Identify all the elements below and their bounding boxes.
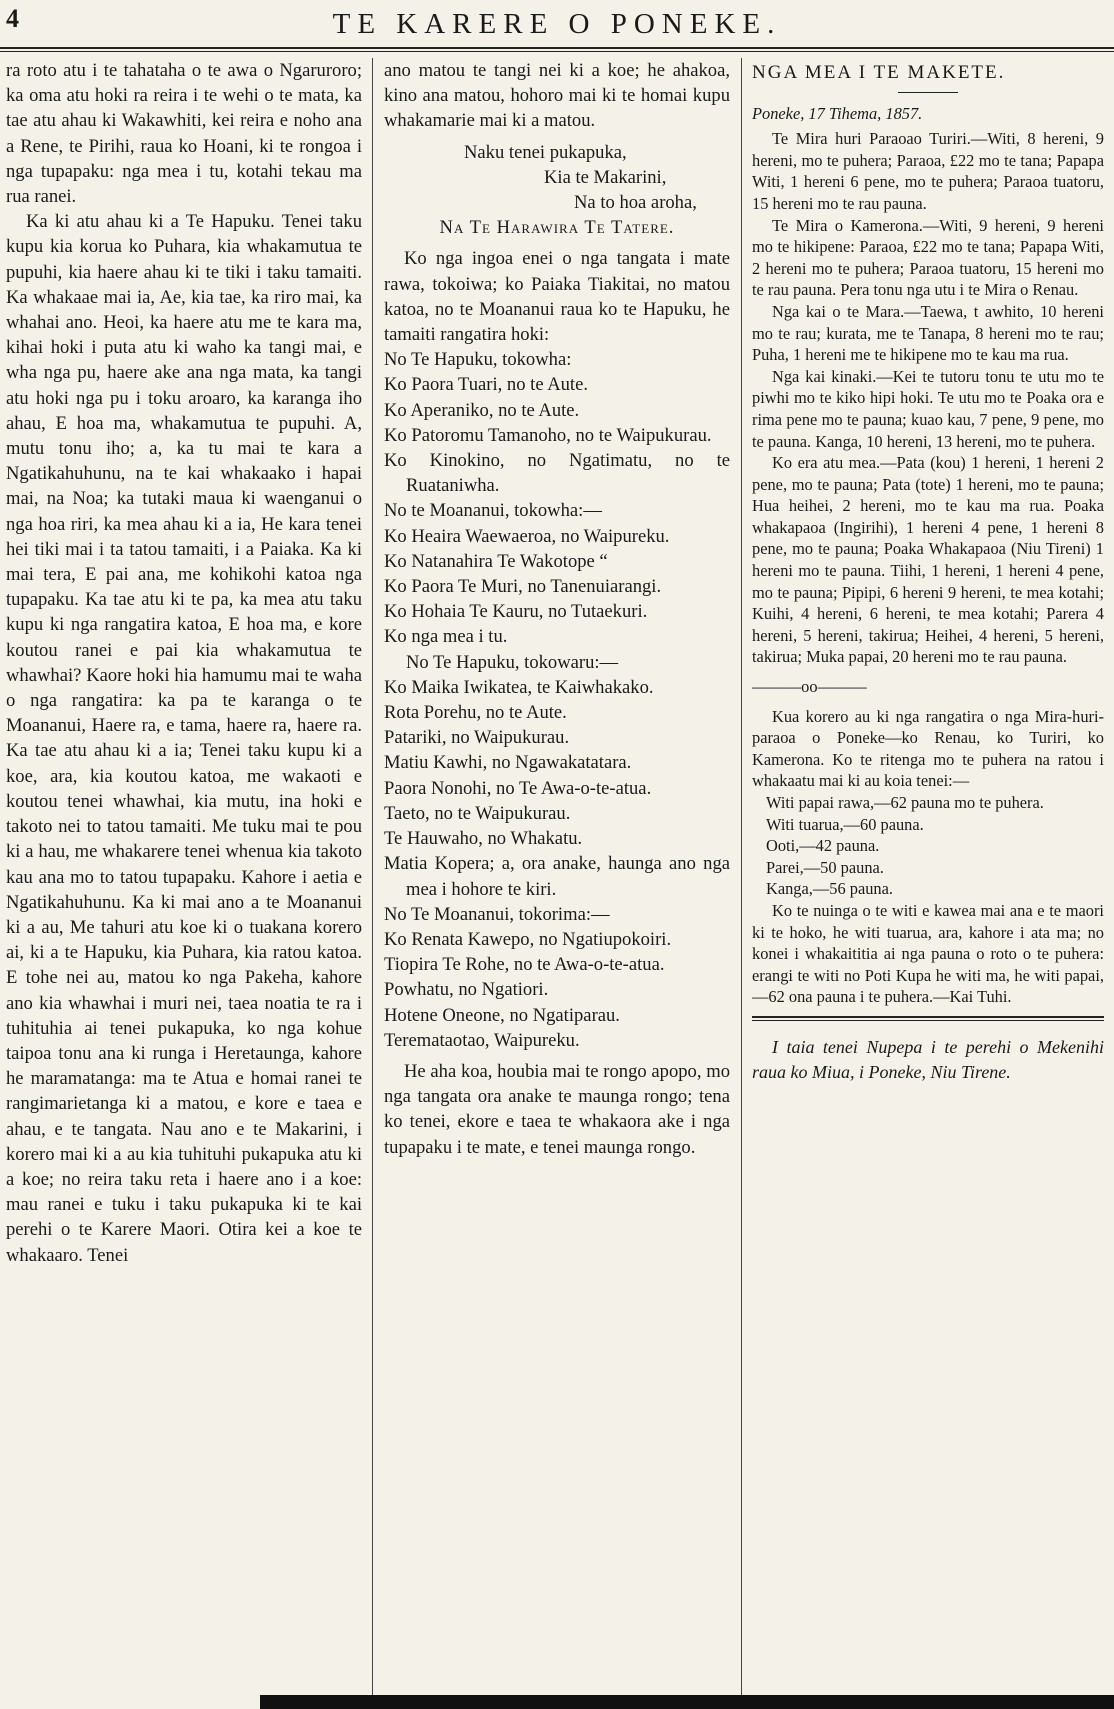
ornament-divider: ———oo——— (752, 677, 867, 697)
dateline: Poneke, 17 Tihema, 1857. (752, 103, 923, 123)
group-heading: Ko nga mea i tu. (384, 626, 508, 648)
divider (752, 1016, 1104, 1021)
market-entry: Te Mira huri Paraoao Turiri.—Witi, 8 hereni, 9 hereni, mo te puhera; Paraoa, £22 mo te tana; Papapa Witi, 1 hereni 6 pene, mo te puhera; Paraoa tuatoru, 15 hereni mo te rau pauna. (752, 129, 1104, 213)
newspaper-title: TE KARERE O PONEKE. (332, 8, 782, 40)
column-2 (384, 58, 730, 1709)
signature-line: Naku tenei pukapuka, (464, 141, 627, 163)
market-entry: Te Mira o Kamerona.—Witi, 9 hereni, 9 hereni mo te hikipene: Paraoa, £22 mo te tana; Papapa Witi, 2 hereni mo te puhera; Paraoa tuatoru, 15 hereni mo te rau pauna. Pera tonu nga utu i te Mira o Renau. (752, 215, 1104, 300)
group-heading: No Te Moananui, tokorima:— (384, 903, 610, 925)
masthead (0, 0, 1114, 48)
list-item: Rota Porehu, no te Aute. (384, 702, 567, 724)
list-item: Matiu Kawhi, no Ngawakatatara. (384, 752, 632, 774)
list-item: Ko Hohaia Te Kauru, no Tutaekuri. (384, 601, 648, 623)
list-item: Ko Paora Tuari, no te Aute. (384, 374, 589, 396)
paragraph: He aha koa, houbia mai te rongo apopo, mo nga tangata ora anake te maunga rongo; tena ko tenei, ekore e taea te whakaora ake i nga tupapaku i te mate, e tenei maunga rongo. (384, 1060, 730, 1158)
list-item: Taeto, no te Waipukurau. (384, 802, 571, 824)
paragraph: Ka ki atu ahau ki a Te Hapuku. Tenei taku kupu kia korua ko Puhara, kia whakamutua te pupuhi, kia haere ahau ki te tiki i taku tamaiti. Ka whakaae mai ia, Ae, kia tae, ka riro mai, ka whahai ano. Heoi, ka haere atu me te kara ma, kihai hoki i puta atu ki waho ka tangi mai, e wha nga pu, haere ake ana nga mata, ka tangi atu hoki nga pu i toku aroaro, ka karanga iho ahau, E hoa ma, whakamutua te pupuhi. A, mutu tonu iho; a, ka tu mai te kara a Ngatikahuhunu, na te kai whakaako i hapai mai, na Noa; ka tutaki maua ki waenganui o nga hoa riri, ka mea ahau ki a ia, He kara tenei hei tiki mai i ta tatou tamaiti, i a Paiaka. Ka ki mai tera, E pai ana, me kohikohi katoa nga tupapaku. Ka tae atu ki te pa, ka mea atu taku kupu ki nga rangatira katoa, E hoa ma, e kore koutou ranei e pai kia whakamutua te whawhai? Kaore hoki hia hamumu mai te waha o nga rangatira: ka pa te karanga o te Moananui, Haere ra, e tama, haere ra, haere ra. Ka tae atu ahau ki a ia; Tenei taku kupu ki a koe, ara, kia koutou katoa, me wakaoti e koutou tenei whawhai, kia mutu, ina hoki e takoto nei to tatou tamaiti. Me tuku mai te pou ki a hau, me whakarere tenei whenua kia takoto kau ana mo to tatou tupapaku. Kahore i aetia e Ngatikahuhunu. Ka ki mai ano a te Moananui ki a au, Me tahuri atu koe ki o tuakana korero ai, ki a te Hapuku, kia Puhara, kia ratou katoa. E tohe nei au, matou ko nga Pakeha, kahore ano kia whawhai i muri nei, taea noatia te ra i tuhituhia ai tenei pukapuka, ko nga kohue taipoa tonu ana ki runga i Heretaunga, kahore he maramatanga: ma te Atua e homai ranei te rangimarietanga ki a matou, e kore e taea e ahau, e te tangata. Nau ano e te Makarini, i korero mai ki a au kia tuhituhi pukapuka atu ki a koe; no reira taku reta i haere ano i a koe: mau ranei e tuku i taku pukapuka ki te kai perehi o te Karere Maori. Otira kei a koe te whakaaro. Tenei (6, 211, 362, 1266)
weight-item: Parei,—50 pauna. (766, 857, 884, 877)
paragraph: ra roto atu i te tahataha o te awa o Ngaruroro; ka oma atu hoki ra reira i te wehi o te mata, ka tae atu ahau ki Wakawhiti, kei reira e noho ana a Rene, te Pirihi, raua ko Hoani, ki te rongoa i nga tupapaku: nga mea i tu, kotahi tekau ma rua ranei. (6, 60, 362, 208)
market-entry: Nga kai kinaki.—Kei te tutoru tonu te utu mo te piwhi mo te kiko hipi hoki. Te utu mo te Poaka ora e rima pene mo te pauna; kuao kau, 7 pene, 9 pene, mo te pauna. Kanga, 10 hereni, 13 hereni, mo te puhera. (752, 366, 1104, 451)
weight-item: Witi tuarua,—60 pauna. (766, 814, 924, 834)
list-item: Hotene Oneone, no Ngatiparau. (384, 1004, 620, 1026)
weight-item: Ooti,—42 pauna. (766, 836, 880, 856)
weight-item: Kanga,—56 pauna. (766, 879, 893, 899)
market-heading: NGA MEA I TE MAKETE. (752, 62, 1006, 83)
group-heading: No Te Hapuku, tokowha: (384, 349, 572, 371)
masthead-rule (0, 47, 1114, 52)
column-divider (741, 58, 742, 1709)
weight-item: Witi papai rawa,—62 pauna mo te puhera. (766, 793, 1044, 812)
list-item: Ko Aperaniko, no te Aute. (384, 399, 580, 421)
column-1 (6, 58, 362, 1709)
paragraph: Ko te nuinga o te witi e kawea mai ana e te maori ki te hoko, he witi tuarua, ara, kahore i ata ma; no konei i whakaititia ai nga pauna o roto o te puhera: erangi te witi no Poti Kupa he witi ma, he witi papai,—62 ona pauna i te puhera.—Kai Tuhi. (752, 900, 1104, 1007)
market-entry: Ko era atu mea.—Pata (kou) 1 hereni, 1 hereni 2 pene, mo te pauna; Pata (tote) 1 hereni, mo te pauna; Hua heihei, 2 hereni, mo te kau ma rua. Poaka whakapaoa (Ingirihi), 1 hereni 4 pene, 1 hereni 8 pene, mo te pauna; Poaka Whakapaoa (Niu Tireni) 1 hereni mo te pauna. Tiihi, 1 hereni, 1 hereni 4 pene, mo te pauna; Pipipi, 6 hereni 9 hereni, te mea kotahi; Kuihi, 4 hereni, 6 hereni, te mea kotahi; Parera 4 hereni, 5 hereni, takirua; Heihei, 4 hereni, 5 hereni, takirua; Muka papai, 20 hereni mo te rau pauna. (752, 453, 1104, 667)
list-item: Ko Natanahira Te Wakotope “ (384, 550, 608, 572)
list-item: Te Hauwaho, no Whakatu. (384, 828, 583, 850)
list-item: Ko Maika Iwikatea, te Kaiwhakako. (384, 676, 654, 698)
divider (898, 92, 958, 93)
list-item: Ko Heaira Waewaeroa, no Waipureku. (384, 525, 670, 547)
list-item: Paora Nonohi, no Te Awa-o-te-atua. (384, 777, 652, 799)
list-item: Ko Paora Te Muri, no Tanenuiarangi. (384, 576, 662, 598)
paragraph: Ko nga ingoa enei o nga tangata i mate rawa, tokoiwa; ko Paiaka Tiakitai, no matou katoa, no te Moananui raua ko te Hapuku, he tamaiti rangatira hoki: (384, 248, 730, 346)
list-item: Powhatu, no Ngatiori. (384, 979, 549, 1001)
paragraph: Kua korero au ki nga rangatira o nga Mira-huri-paraoa o Poneke—ko Renau, ko Turiri, ko Kamerona. Ko te ritenga mo te puhera na ratou i whakaatu mai ki au koia tenei:— (752, 706, 1104, 791)
list-item: Tiopira Te Rohe, no te Awa-o-te-atua. (384, 954, 665, 976)
market-entry: Nga kai o te Mara.—Taewa, t awhito, 10 hereni mo te rau; kurata, me te Tanapa, 8 hereni mo te rau; Puha, 1 hereni me te hikipene mo te kau ma rua. (752, 301, 1104, 365)
signature-line: Kia te Makarini, (544, 166, 667, 188)
page-bottom-edge (260, 1695, 1114, 1709)
imprint: I taia tenei Nupepa i te perehi o Mekenihi raua ko Miua, i Poneke, Niu Tirene. (752, 1036, 1104, 1082)
list-item: Teremataotao, Waipureku. (384, 1029, 580, 1051)
signature-line: Na to hoa aroha, (574, 192, 697, 214)
list-item: Patariki, no Waipukurau. (384, 727, 570, 749)
page-number: 4 (6, 4, 19, 33)
group-heading: No te Moananui, tokowha:— (384, 500, 602, 522)
letter-author: Na Te Harawira Te Tatere. (439, 217, 675, 239)
list-item: Ko Patoromu Tamanoho, no te Waipukurau. (384, 424, 712, 446)
group-heading: No Te Hapuku, tokowaru:— (406, 651, 619, 673)
list-item: Matia Kopera; a, ora anake, haunga ano nga mea i hohore te kiri. (384, 853, 730, 900)
column-3 (752, 58, 1104, 1709)
paragraph: ano matou te tangi nei ki a koe; he ahakoa, kino ana matou, hohoro mai ki te homai kupu whakamarie mai ki a matou. (384, 60, 730, 132)
list-item: Ko Renata Kawepo, no Ngatiupokoiri. (384, 928, 672, 950)
column-divider (372, 58, 373, 1709)
list-item: Ko Kinokino, no Ngatimatu, no te Ruataniwha. (384, 450, 730, 497)
